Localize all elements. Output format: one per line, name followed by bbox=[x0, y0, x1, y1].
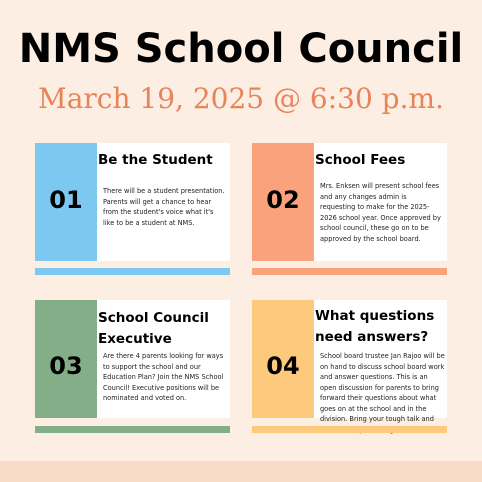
card-heading: School Council Executive bbox=[98, 310, 209, 347]
card-underline bbox=[252, 426, 447, 433]
card-heading: Be the Student bbox=[98, 152, 213, 168]
card-body: Are there 4 parents looking for ways to support the school and our Education Plan? Join the NMS School Council! Executive positions will be nominated and voted on. bbox=[103, 352, 224, 402]
page-title: NMS School Council bbox=[18, 26, 464, 72]
card-heading: What questions need answers? bbox=[315, 308, 435, 345]
card-number: 02 bbox=[266, 186, 300, 214]
card-body: Mrs. Enksen will present school fees and any changes admin is requesting to make for the 2025-2026 school year. Once approved by school council, these go on to be approved by the school board. bbox=[320, 182, 441, 243]
bottom-band bbox=[0, 461, 482, 482]
card-number: 01 bbox=[49, 186, 83, 214]
card-heading: School Fees bbox=[315, 152, 406, 168]
card-body: There will be a student presentation. Parents will get a chance to hear from the student's voice what it's like to be a student at NMS. bbox=[103, 187, 225, 227]
card-underline bbox=[35, 426, 230, 433]
card-number: 03 bbox=[49, 352, 83, 380]
card-underline bbox=[35, 268, 230, 275]
card-underline bbox=[252, 268, 447, 275]
card-body: School board trustee Jan Rajoo will be on hand to discuss school board work and answer questions. This is an open discussion for parents to bring forward their questions about what goes on at the school and in the division. Bring your tough talk and bbox=[320, 352, 445, 423]
event-date: March 19, 2025 @ 6:30 p.m. bbox=[38, 82, 444, 115]
card-number: 04 bbox=[266, 352, 300, 380]
